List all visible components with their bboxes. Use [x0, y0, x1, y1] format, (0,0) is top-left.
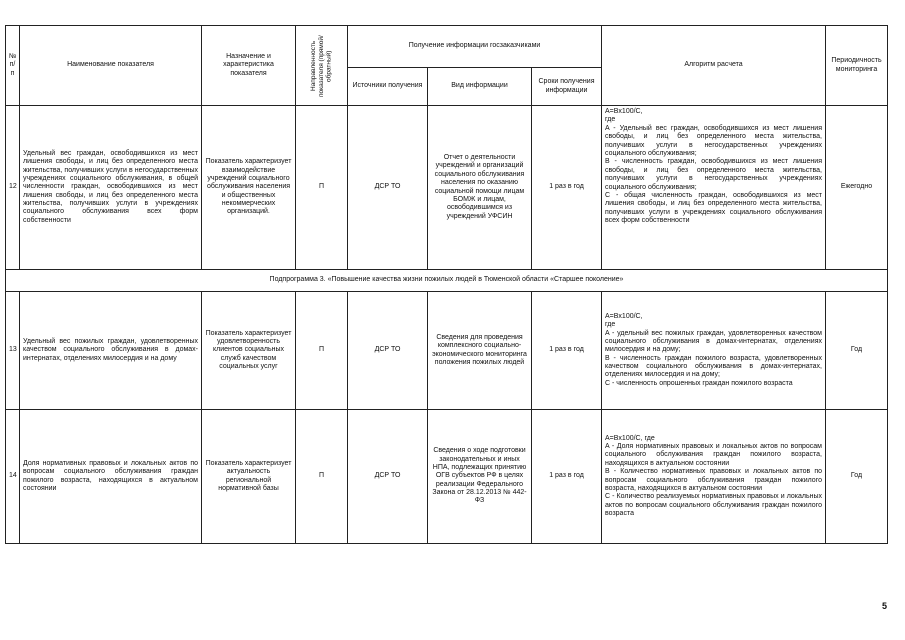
algorithm-line: C - Количество реализуемых нормативных правовых и локальных актов по вопросам социального обслуживания граждан пожилого возраста — [605, 493, 822, 518]
header-period: Периодичность мониторинга — [826, 26, 888, 106]
row-info-type: Отчет о деятельности учреждений и организаций социального обслуживания населения по оказанию социальной помощи лицам БОМЖ и лицам, освободившимся из учреждений УФСИН — [428, 106, 532, 270]
algorithm-line: где — [605, 321, 616, 329]
algorithm-line: B - численность граждан пожилого возраста, удовлетворенных качеством социального обслуживания в домах-интернатах, отделениях милосердия и на дому; — [605, 354, 822, 379]
row-period: Год — [826, 292, 888, 410]
table-row — [6, 292, 888, 410]
indicators-table — [5, 25, 888, 544]
row-direction: П — [296, 106, 348, 270]
row-terms: 1 раз в год — [532, 292, 602, 410]
algorithm-line: A - Удельный вес граждан, освободившихся из мест лишения свободы, и лиц без определенного места жительства, получивших услуги в негосударственных учреждениях социального обслуживания; — [605, 124, 822, 157]
row-direction: П — [296, 410, 348, 544]
subprogram-row — [6, 270, 888, 292]
row-name: Доля нормативных правовых и локальных актов по вопросам социального обслуживания граждан пожилого возраста, находящихся в актуальном состоянии — [20, 410, 202, 544]
row-source: ДСР ТО — [348, 292, 428, 410]
row-num: 13 — [6, 292, 20, 410]
algorithm-line: B - численность граждан, освободившихся из мест лишения свободы, и лиц без определенного места жительства, получивших услуги в негосударственных учреждениях социального обслуживания; — [605, 158, 822, 191]
subprogram-title: Подпрограмма 3. «Повышение качества жизни пожилых людей в Тюменской области «Старшее поколение» — [6, 270, 888, 292]
row-purpose: Показатель характеризует актуальность региональной нормативной базы — [202, 410, 296, 544]
header-info-type: Вид информации — [428, 68, 532, 106]
row-purpose: Показатель характеризует взаимодействие учреждений социального обслуживания населения и общественных некоммерческих организаций. — [202, 106, 296, 270]
row-terms: 1 раз в год — [532, 410, 602, 544]
row-source: ДСР ТО — [348, 410, 428, 544]
table-row — [6, 106, 888, 270]
row-direction: П — [296, 292, 348, 410]
row-name: Удельный вес пожилых граждан, удовлетворенных качеством социального обслуживания в домах-интернатах, отделениях милосердия и на дому — [20, 292, 202, 410]
row-period: Год — [826, 410, 888, 544]
header-algorithm: Алгоритм расчета — [602, 26, 826, 106]
algorithm-line: A=Bx100/C, — [605, 312, 643, 320]
algorithm-line: C - общая численность граждан, освободившихся из мест лишения свободы, и лиц без определенного места жительства, получивших услуги в учреждениях социального обслуживания всех форм собственности — [605, 191, 822, 225]
algorithm-line: A - Доля нормативных правовых и локальных актов по вопросам социального обслуживания граждан пожилого возраста, находящихся в актуальном состоянии — [605, 442, 822, 467]
header-name: Наименование показателя — [20, 26, 202, 106]
header-info-group: Получение информации госзаказчиками — [348, 26, 602, 68]
algorithm-line: A=Bx100/C, — [605, 108, 643, 115]
row-algorithm — [602, 292, 826, 410]
row-source: ДСР ТО — [348, 106, 428, 270]
row-info-type: Сведения для проведения комплексного социально-экономического мониторинга положения пожилых людей — [428, 292, 532, 410]
algorithm-line: B - Количество нормативных правовых и локальных актов по вопросам социального обслуживания граждан пожилого возраста, находящихся в актуальном состоянии — [605, 468, 822, 492]
row-name: Удельный вес граждан, освободившихся из мест лишения свободы, и лиц без определенного места жительства, получивших услуги в негосударственных учреждениях социального обслуживания, в общей численности граждан, освободившихся из мест лишения свободы, и лиц без определенного места жительства, получивших услуги в учреждениях социального обслуживания всех форм собственности — [20, 106, 202, 270]
row-terms: 1 раз в год — [532, 106, 602, 270]
algorithm-line: C - численность опрошенных граждан пожилого возраста — [605, 379, 793, 387]
algorithm-line: A - удельный вес пожилых граждан, удовлетворенных качеством социального обслуживания в домах-интернатах, отделениях милосердия и на дому; — [605, 329, 822, 354]
row-info-type: Сведения о ходе подготовки законодательных и иных НПА, подлежащих принятию ОГВ субъектов РФ в целях реализации Федерального Закона от 28.12.2013 № 442-ФЗ — [428, 410, 532, 544]
header-num: № п/п — [6, 26, 20, 106]
algorithm-line: A=Bx100/C, где — [605, 434, 655, 442]
row-purpose: Показатель характеризует удовлетворенность клиентов социальных служб качеством социальных услуг — [202, 292, 296, 410]
row-num: 14 — [6, 410, 20, 544]
algorithm-line: где — [605, 116, 616, 124]
header-direction-text: Направленность показателя (прямой/обратный) — [309, 34, 333, 97]
header-sources: Источники получения — [348, 68, 428, 106]
row-algorithm — [602, 410, 826, 544]
row-algorithm — [602, 106, 826, 270]
header-purpose: Назначение и характеристика показателя — [202, 26, 296, 106]
page-number: 5 — [881, 601, 887, 611]
header-terms: Сроки получения информации — [532, 68, 602, 106]
header-direction — [296, 26, 348, 106]
table-row — [6, 410, 888, 544]
row-num: 12 — [6, 106, 20, 270]
row-period: Ежегодно — [826, 106, 888, 270]
